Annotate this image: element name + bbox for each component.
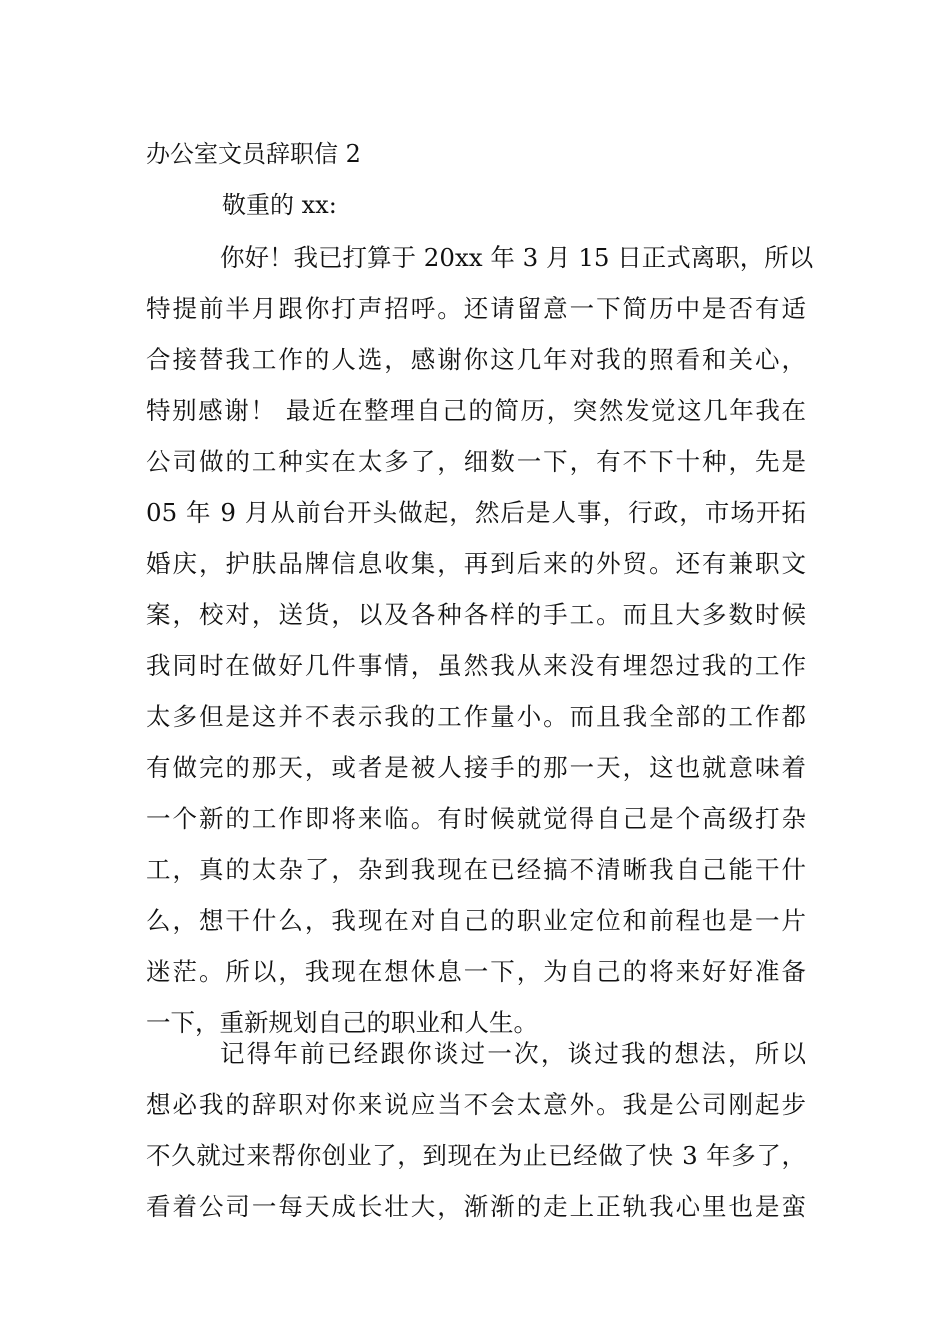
paragraph-line: 工，真的太杂了，杂到我现在已经搞不清晰我自己能干什 — [146, 855, 806, 884]
paragraph-line: 看着公司一每天成长壮大，渐渐的走上正轨我心里也是蛮 — [146, 1192, 806, 1221]
paragraph-line: 我同时在做好几件事情，虽然我从来没有埋怨过我的工作 — [146, 651, 806, 680]
paragraph-line: 特别感谢！ 最近在整理自己的简历，突然发觉这几年我在 — [146, 396, 806, 425]
document-title: 办公室文员辞职信 2 — [146, 140, 361, 168]
paragraph-1 — [146, 232, 814, 1048]
paragraph-line: 合接替我工作的人选，感谢你这几年对我的照看和关心， — [146, 345, 806, 374]
paragraph-line: 05 年 9 月从前台开头做起，然后是人事，行政，市场开拓 — [146, 498, 806, 527]
paragraph-line: 有做完的那天，或者是被人接手的那一天，这也就意味着 — [146, 753, 806, 782]
paragraph-line: 特提前半月跟你打声招呼。还请留意一下简历中是否有适 — [146, 294, 806, 323]
paragraph-line: 太多但是这并不表示我的工作量小。而且我全部的工作都 — [146, 702, 806, 731]
paragraph-line: 么，想干什么，我现在对自己的职业定位和前程也是一片 — [146, 906, 806, 935]
paragraph-line: 婚庆，护肤品牌信息收集，再到后来的外贸。还有兼职文 — [146, 549, 806, 578]
paragraph-line: 不久就过来帮你创业了，到现在为止已经做了快 3 年多了， — [146, 1141, 806, 1170]
paragraph-line: 一个新的工作即将来临。有时候就觉得自己是个高级打杂 — [146, 804, 806, 833]
paragraph-line: 公司做的工种实在太多了，细数一下，有不下十种，先是 — [146, 447, 806, 476]
salutation: 敬重的 xx: — [222, 191, 337, 219]
paragraph-line: 迷茫。所以，我现在想休息一下，为自己的将来好好准备 — [146, 957, 806, 986]
paragraph-2 — [146, 1028, 806, 1232]
paragraph-line: 记得年前已经跟你谈过一次，谈过我的想法，所以 — [220, 1039, 806, 1068]
paragraph-line: 想必我的辞职对你来说应当不会太意外。我是公司刚起步 — [146, 1090, 806, 1119]
paragraph-line: 你好！我已打算于 20xx 年 3 月 15 日正式离职，所以 — [220, 243, 814, 272]
paragraph-line: 一下，重新规划自己的职业和人生。 — [146, 1008, 538, 1037]
paragraph-line: 案，校对，送货，以及各种各样的手工。而且大多数时候 — [146, 600, 806, 629]
